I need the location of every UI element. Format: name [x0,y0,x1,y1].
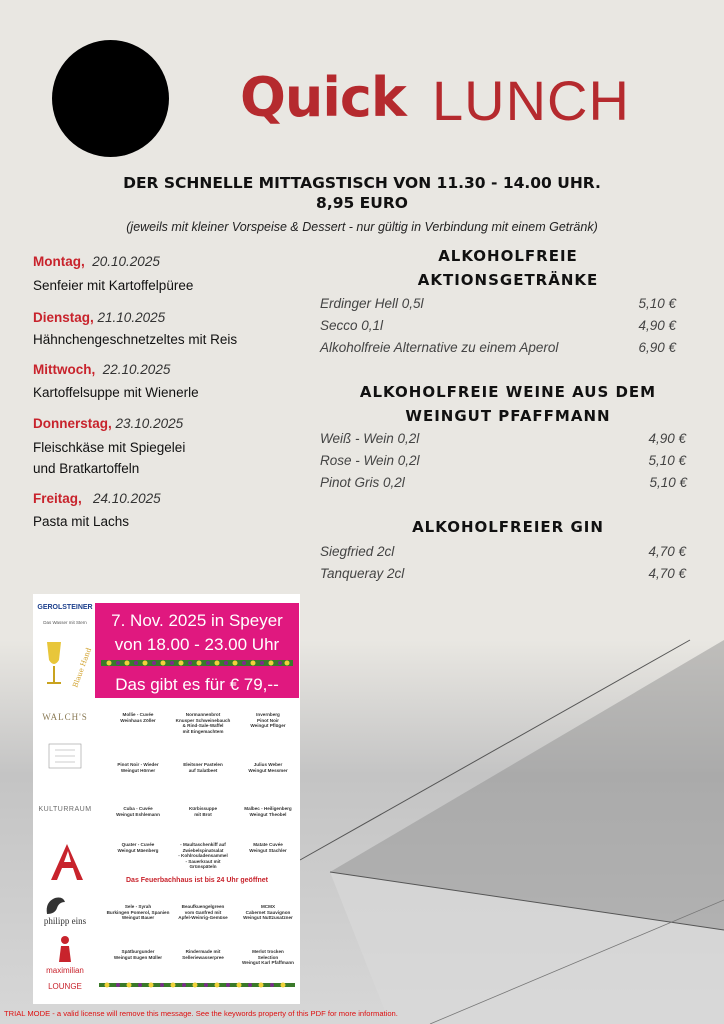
grid-cell: Merlot trocken Selection Weingut Karl Pfaffmann [242,949,294,966]
grid-cell: Cuba - Cuvée Weingut Eshlemann [116,806,160,817]
open-notice: Das Feuerbachhaus ist bis 24 Uhr geöffnet [126,877,268,884]
grid-cell: Pinot Noir - Wieder Weingut Hörner [117,762,159,773]
drink-price: 5,10 € [638,296,676,311]
event-flyer [33,594,300,1004]
grid-cell: Invernberg Pinot Noir Weingut Pflüger [250,712,286,729]
drink-price: 4,90 € [638,318,676,333]
day-date: 24.10.2025 [93,491,161,506]
drink-price: 4,70 € [648,544,686,559]
grid-cell: Mollie - Cuvée Weinhaus Zöller [120,712,156,723]
headline-time: DER SCHNELLE MITTAGSTISCH VON 11.30 - 14.00 UHR. [123,174,601,192]
kulturraum-logo: KULTURRAUM [38,806,92,813]
title-line: WEINGUT PFAFFMANN [405,407,611,425]
drink-price: 6,90 € [638,340,676,355]
grid-cell: - Maultaschenkiff auf Zwiebelspinatsalat - Kohlrouladensammel - Sauerkraut mit Grünspäteln [178,842,228,870]
title-line: ALKOHOLFREIE WEINE AUS DEM [359,383,657,401]
red-a-logo-icon [37,842,93,882]
winery-logo-icon [37,742,93,770]
menu-dish: Kartoffelsuppe mit Wienerle [33,385,199,400]
logo-quick-text: Quick [240,66,406,129]
grid-cell: Julius Weber Weingut Messmer [248,762,288,773]
drink-name: Pinot Gris 0,2l [320,475,405,490]
day-date: 23.10.2025 [115,416,184,431]
menu-day-thursday [33,416,183,431]
headline-price: 8,95 EURO [316,194,408,212]
drinks-section-title [300,244,716,292]
menu-dish: Senfeier mit Kartoffelpüree [33,278,194,293]
menu-dish: Pasta mit Lachs [33,514,130,529]
drink-name: Secco 0,1l [320,318,384,333]
event-time: von 18.00 - 23.00 Uhr [114,635,280,654]
menu-dish: und Bratkartoffeln [33,461,140,476]
grid-cell: Rindermade mit Selleriewasserpree [182,949,224,960]
grid-cell: Normannenbrot Knusper Schweinebauch & Rind-Sale-Waffel mit Eingemachtem [175,712,231,734]
event-price: Das gibt es für € 79,-- [115,675,279,694]
trial-mode-notice: TRIAL MODE - a valid license will remove this message. See the keywords property of this PDF for more information. [4,1009,398,1018]
philipp-eins-logo: philipp eins [43,916,87,926]
headline-note: (jeweils mit kleiner Vorspeise & Dessert - nur gültig in Verbindung mit einem Getränk) [126,220,598,234]
wine-glass-icon [37,638,93,694]
walchs-logo: WALCH'S [42,712,88,722]
day-name: Freitag, [33,491,82,506]
grid-cell: Malbec - Heiligenberg Weingut Theobel [244,806,292,817]
menu-day-wednesday [33,362,170,377]
grid-cell: Beaufkuengelgreen vom Ganfred mit Apfel-Weinrig-Gemüse [178,904,228,921]
gerolsteiner-logo: GEROLSTEINER [37,604,93,611]
menu-dish: Hähnchengeschnetzeltes mit Reis [33,332,238,347]
event-date: 7. Nov. 2025 in Speyer [111,611,283,630]
flyer-event-banner [95,603,299,698]
drink-name: Erdinger Hell 0,5l [320,296,424,311]
grid-cell: Eleitsner Pastelen auf Salatbeet [183,762,223,773]
day-name: Mittwoch, [33,362,96,377]
title-line: ALKOHOLFREIER GIN [412,518,604,536]
grid-cell: Sele - Syrah Burkingen Pomerol, Spanien Weingut Bauer [106,904,170,921]
drink-name: Tanqueray 2cl [320,566,405,581]
menu-day-tuesday [33,310,165,325]
drink-name: Siegfried 2cl [320,544,395,559]
grid-cell: Kürbissuppe mit Brot [188,806,218,817]
menu-day-friday [33,491,161,506]
drink-name: Alkoholfreie Alternative zu einem Aperol [320,340,559,355]
grid-cell: Matate Cuvée Weingut Stachler [249,842,287,853]
day-name: Donnerstag, [33,416,112,431]
grapes-border-icon [101,658,293,668]
grid-cell: MCMX Cabernet Sauvignon Weingut Nuttzusatzner [243,904,293,921]
logo-lunch-text: LUNCH [432,69,630,132]
svg-text:Blaue Hand: Blaue Hand [71,646,93,689]
grid-cell: Spätburgunder Weingut Eugen Müller [113,949,163,960]
grid-cell: Quater - Cuvée Weingut Mäenberg [117,842,159,853]
drink-price: 4,90 € [648,431,686,446]
drink-name: Weiß - Wein 0,2l [320,431,420,446]
day-date: 20.10.2025 [92,254,160,269]
gerolsteiner-tagline: Das Wasser mit Stern [43,620,87,625]
drinks-section-title [300,380,716,428]
logo-black-circle [52,40,169,157]
day-name: Montag, [33,254,85,269]
title-line: ALKOHOLFREIE [438,247,578,265]
drinks-section-title [300,515,716,539]
drink-price: 4,70 € [648,566,686,581]
drink-name: Rose - Wein 0,2l [320,453,420,468]
maximilian-logo: maximilian [46,966,84,975]
menu-day-monday [33,254,160,269]
drink-price: 5,10 € [649,475,687,490]
day-date: 21.10.2025 [97,310,166,325]
lounge-logo: LOUNGE [48,982,82,991]
menu-dish: Fleischkäse mit Spiegelei [33,440,186,455]
day-name: Dienstag, [33,310,94,325]
day-date: 22.10.2025 [102,362,171,377]
title-line: AKTIONSGETRÄNKE [417,271,599,289]
grapes-footer-icon [99,980,295,990]
drink-price: 5,10 € [648,453,686,468]
maximilian-figure-icon [37,934,93,964]
